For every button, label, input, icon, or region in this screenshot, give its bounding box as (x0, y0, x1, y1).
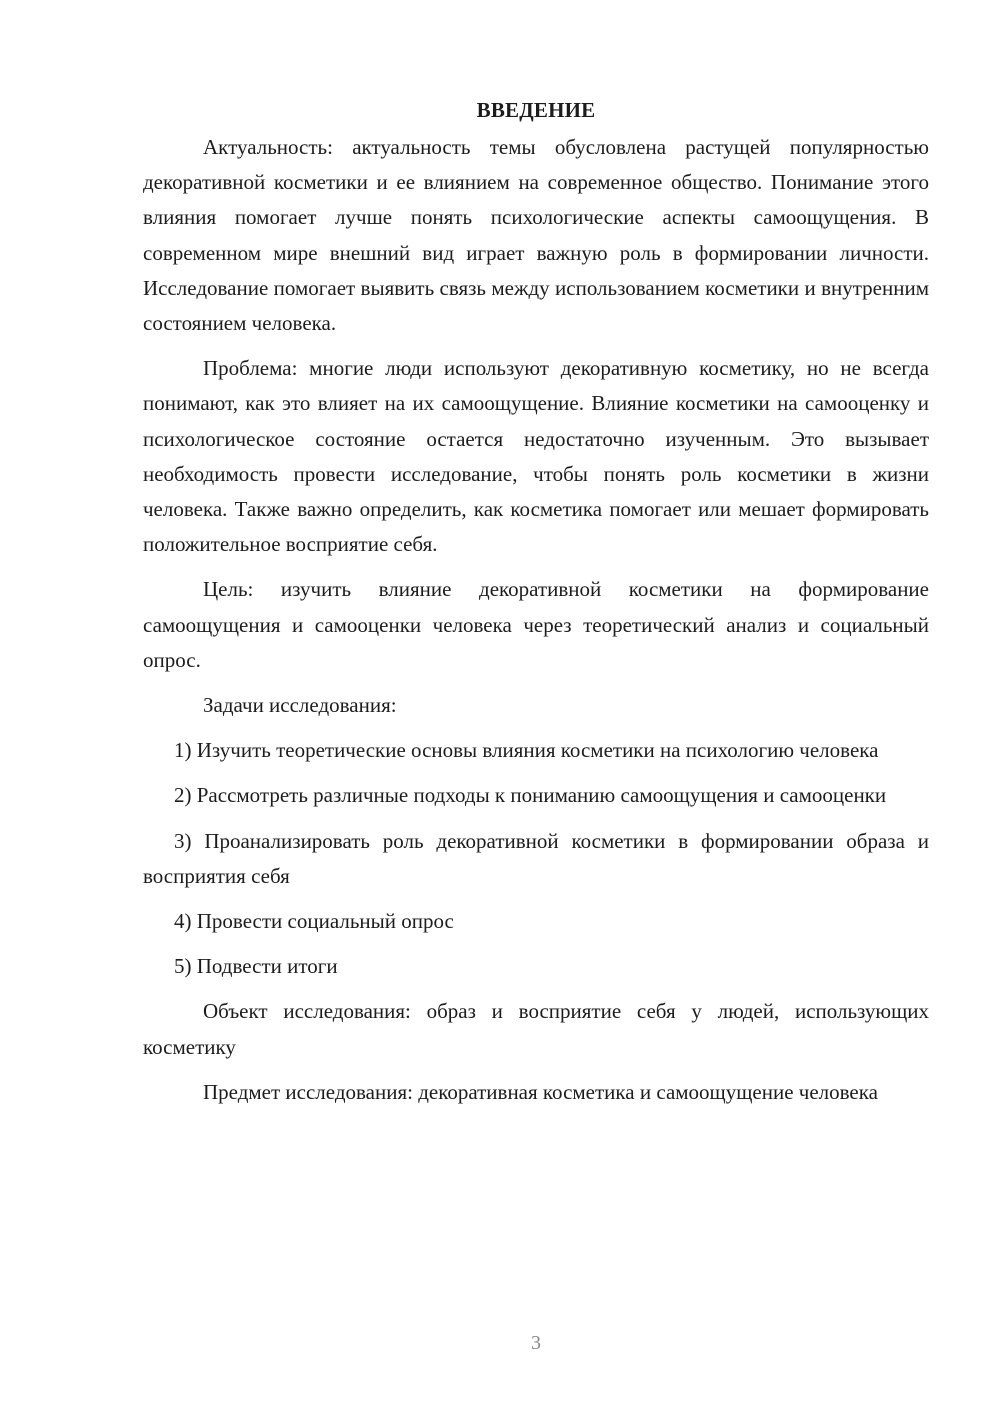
document-page (143, 92, 929, 1120)
goal-paragraph: Цель: изучить влияние декоративной косметики на формирование самоощущения и самооценки человека через теоретический анализ и социальный опрос. (143, 577, 929, 672)
research-object-paragraph: Объект исследования: образ и восприятие себя у людей, использующих косметику (143, 999, 929, 1059)
section-heading: ВВЕДЕНИЕ (476, 98, 596, 122)
task-item-3: 3) Проанализировать роль декоративной косметики в формировании образа и восприятия себя (143, 828, 929, 888)
task-item-5: 5) Подвести итоги (174, 954, 338, 979)
tasks-title: Задачи исследования: (203, 693, 397, 718)
task-item-2: 2) Рассмотреть различные подходы к пониманию самоощущения и самооценки (174, 783, 887, 808)
task-item-4: 4) Провести социальный опрос (174, 909, 454, 934)
relevance-paragraph: Актуальность: актуальность темы обусловлена растущей популярностью декоративной косметики и ее влиянием на современное общество. Понимание этого влияния помогает лучше понять психологические аспекты самоощущения. В современном мире внешний вид играет важную роль в формировании личности. Исследование помогает выявить связь между использованием косметики и внутренним состоянием человека. (143, 135, 929, 336)
page-number: 3 (531, 1332, 541, 1354)
task-item-1: 1) Изучить теоретические основы влияния косметики на психологию человека (174, 738, 879, 763)
problem-paragraph: Проблема: многие люди используют декоративную косметику, но не всегда понимают, как это влияет на их самоощущение. Влияние косметики на самооценку и психологическое состояние остается недостаточно изученным. Это вызывает необходимость провести исследование, чтобы понять роль косметики в жизни человека. Также важно определить, как косметика помогает или мешает формировать положительное восприятие себя. (143, 356, 929, 557)
research-subject-paragraph: Предмет исследования: декоративная косметика и самоощущение человека (203, 1079, 878, 1104)
